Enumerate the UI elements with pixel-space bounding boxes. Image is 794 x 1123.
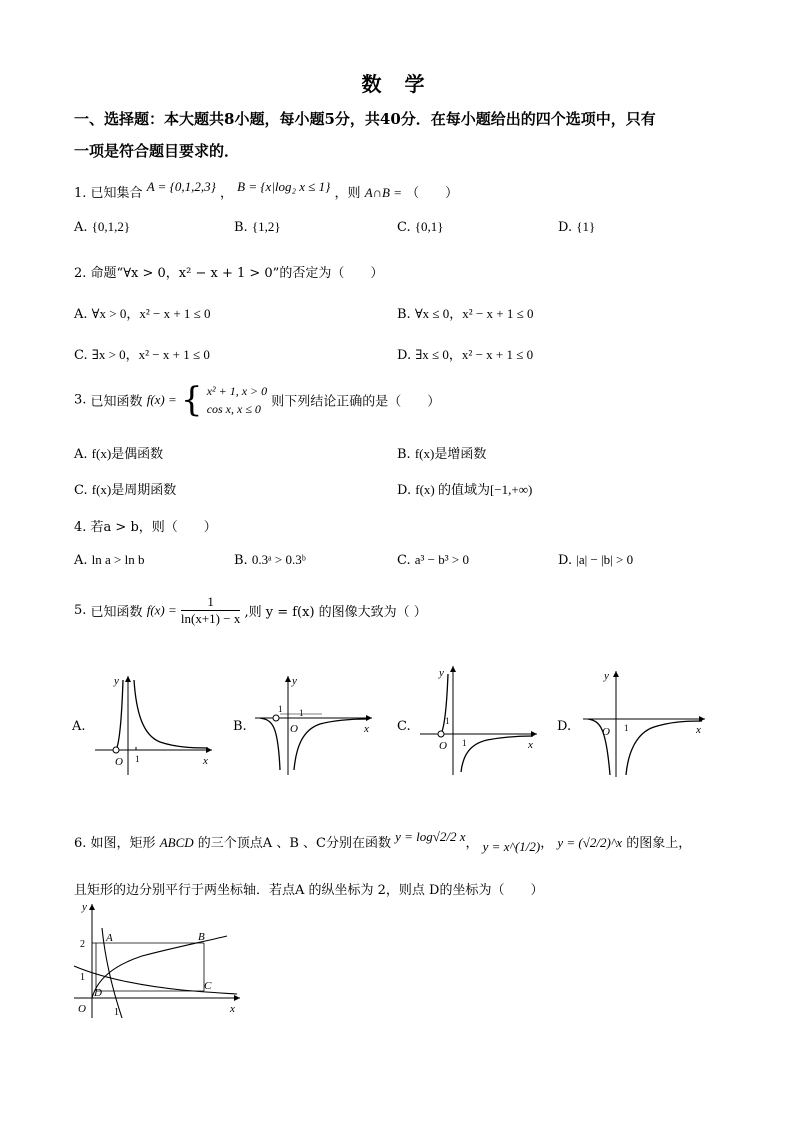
origin-label: O <box>439 740 447 752</box>
tick-label-y: 1 <box>445 716 450 726</box>
question-text: ，则 <box>334 186 361 201</box>
piecewise-cases <box>207 382 267 418</box>
x-label: x <box>230 1003 235 1015</box>
question-text: 的三个顶点A 、B 、C分别在函数 <box>197 836 391 851</box>
fraction <box>181 594 240 627</box>
q4-option-c[interactable]: C. a³ − b³ > 0 <box>397 552 469 568</box>
set-b: B = {x|log₂ x ≤ 1} <box>237 179 331 194</box>
question-text: 的图象上， <box>626 836 692 851</box>
open-point <box>113 747 119 753</box>
tick-y-2: 2 <box>80 939 85 950</box>
graph-c-label[interactable]: C. <box>397 719 411 734</box>
fraction-numerator: 1 <box>181 594 240 611</box>
x-label: x <box>364 723 369 735</box>
tick-x-1: 1 <box>114 1007 119 1018</box>
curve-left <box>116 680 123 750</box>
graph-a-label[interactable]: A. <box>72 719 86 734</box>
case-2: cos x, x ≤ 0 <box>206 402 261 416</box>
y-label: y <box>82 901 87 913</box>
function-name: f(x) = <box>146 392 177 407</box>
q1-option-d[interactable]: D. {1} <box>558 219 596 235</box>
question-number: 2. <box>74 266 87 281</box>
y-label: y <box>114 675 119 687</box>
y-label: y <box>439 667 444 679</box>
question-text: 如图，矩形 <box>90 836 156 851</box>
question-6-stem: 6. 如图，矩形 ABCD 的三个顶点A 、B 、C分别在函数 y = log√2/2 x， y = x^(1/2)， y = (√2/2)^x 的图象上， <box>74 829 692 854</box>
point-a-label: A <box>106 932 113 944</box>
function-3: y = (√2/2)^x <box>557 835 623 850</box>
page-title: 数 学 <box>361 72 433 96</box>
rectangle-name: ABCD <box>159 835 194 850</box>
question-text: 已知集合 <box>90 186 143 201</box>
graph-b-label[interactable]: B. <box>233 719 247 734</box>
curve-right <box>626 721 702 775</box>
question-number: 1. <box>74 186 87 201</box>
point-b-label: B <box>198 931 205 943</box>
point-d-label: D <box>94 987 102 999</box>
graph-a <box>90 670 220 780</box>
curve-right <box>134 680 208 748</box>
x-label: x <box>528 739 533 751</box>
section-heading-line-1: 一、选择题：本大题共8小题，每小题5分，共40分．在每小题给出的四个选项中，只有 <box>74 110 656 128</box>
question-text: 命题“∀x > 0，x² − x + 1 > 0”的否定为（ ） <box>90 266 384 281</box>
y-label: y <box>292 675 297 687</box>
question-5-stem <box>74 594 427 627</box>
question-2-stem <box>74 262 383 281</box>
intersection-expr: A∩B = <box>364 185 402 200</box>
q3-option-d[interactable]: D. f(x) 的值域为[−1,+∞) <box>397 482 533 498</box>
q2-option-d[interactable]: D. ∃x ≤ 0，x² − x + 1 ≤ 0 <box>397 347 534 363</box>
function-name: f(x) = <box>146 602 177 618</box>
question-number: 4. <box>74 520 87 535</box>
q4-option-d[interactable]: D. |a| − |b| > 0 <box>558 552 634 568</box>
q1-option-b[interactable]: B. {1,2} <box>234 219 281 235</box>
q3-option-c[interactable]: C. f(x)是周期函数 <box>74 482 177 498</box>
tick-label-x: 1 <box>299 708 304 718</box>
open-point <box>273 715 279 721</box>
q4-option-b[interactable]: B. 0.3ᵃ > 0.3ᵇ <box>234 552 306 568</box>
section-heading-line-2: 一项是符合题目要求的． <box>74 142 240 160</box>
question-text: 若a > b，则（ ） <box>90 520 217 535</box>
question-number: 5. <box>74 603 87 618</box>
comma: ， <box>219 186 233 201</box>
function-2: y = x^(1/2) <box>482 839 541 854</box>
point-c-label: C <box>204 980 212 992</box>
q3-option-b[interactable]: B. f(x)是增函数 <box>397 446 487 462</box>
question-1-stem <box>74 179 459 201</box>
graph-d <box>578 665 713 780</box>
curve-right <box>461 736 533 772</box>
question-4-stem <box>74 516 217 535</box>
graph-b <box>250 670 380 780</box>
origin-label: O <box>602 726 610 738</box>
graph-c <box>415 660 545 780</box>
curve-left <box>260 718 280 770</box>
q2-option-a[interactable]: A. ∀x > 0，x² − x + 1 ≤ 0 <box>74 306 211 322</box>
question-number: 3. <box>74 392 87 408</box>
tick-label-x: 1 <box>462 738 467 748</box>
q1-option-c[interactable]: C. {0,1} <box>397 219 444 235</box>
tick-label-x: 1 <box>624 723 629 733</box>
origin-label: O <box>115 756 123 768</box>
open-point <box>438 731 444 737</box>
origin-label: O <box>290 723 298 735</box>
section-heading <box>74 103 724 167</box>
y-label: y <box>604 670 609 682</box>
question-6-stem-line-2: 且矩形的边分别平行于两坐标轴．若点A 的纵坐标为 2，则点 D的坐标为（ ） <box>74 883 544 898</box>
q3-option-a[interactable]: A. f(x)是偶函数 <box>74 446 164 462</box>
set-a: A = {0,1,2,3} <box>146 179 216 194</box>
curve-right <box>294 719 368 770</box>
q6-figure <box>72 898 247 1023</box>
answer-paren: （ ） <box>406 186 459 201</box>
q2-option-b[interactable]: B. ∀x ≤ 0，x² − x + 1 ≤ 0 <box>397 306 534 322</box>
fraction-denominator: ln(x+1) − x <box>180 611 241 626</box>
origin-label: O <box>78 1003 86 1015</box>
left-brace: { <box>180 380 203 420</box>
question-text: ,则 y = f(x) 的图像大致为（ ） <box>244 605 427 620</box>
x-label: x <box>696 724 701 736</box>
question-text: 则下列结论正确的是（ ） <box>271 394 441 410</box>
graph-d-label[interactable]: D. <box>557 719 572 734</box>
x-label: x <box>203 755 208 767</box>
q2-option-c[interactable]: C. ∃x > 0，x² − x + 1 ≤ 0 <box>74 347 210 363</box>
tick-label-y: 1 <box>278 704 283 714</box>
question-3-stem <box>74 382 440 418</box>
function-1: y = log√2/2 x <box>395 829 466 844</box>
case-1: x² + 1, x > 0 <box>206 384 268 398</box>
tick-y-1: 1 <box>80 972 85 983</box>
question-text: 已知函数 <box>90 605 143 620</box>
tick-label: 1 <box>135 754 140 764</box>
q4-option-a[interactable]: A. ln a > ln b <box>74 552 145 568</box>
question-text: 已知函数 <box>90 394 143 410</box>
q1-option-a[interactable]: A. {0,1,2} <box>74 219 131 235</box>
question-number: 6. <box>74 836 87 851</box>
